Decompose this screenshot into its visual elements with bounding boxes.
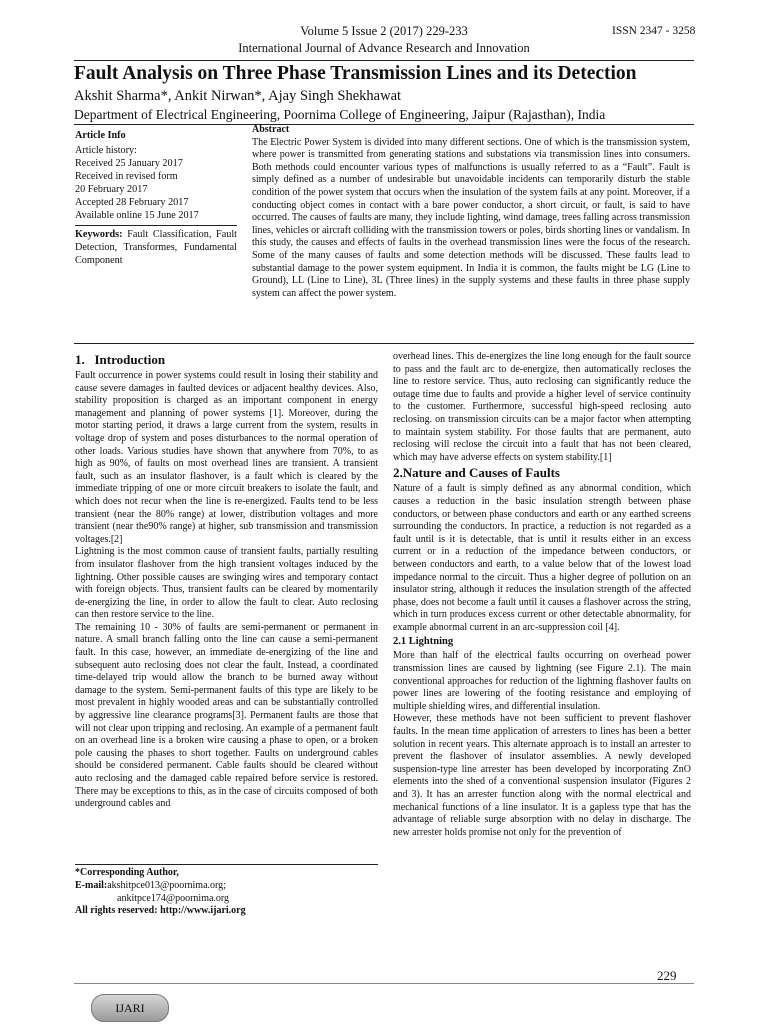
email-line	[75, 880, 378, 893]
right-column	[393, 351, 691, 839]
intro-paragraph: Fault occurrence in power systems could result in losing their stability and cause severe damages in faulted devices or adjacent healthy devices. Also, stability proposition is charged as an important component in energy management and planning of power systems [1]. Moreover, during the motor starting period, it draws a large current from the system, results in voltage drop of system and poses disturbances to the normal operation of other loads. Various studies have shown that anywhere from 70%, to as high as 90%, of faults on most overhead lines are transient. A transient fault, such as an insulator flashover, is a fault which is cleared by the immediate tripping of one or more circuit breakers to isolate the fault, and which does not recur when the line is re-energized. Faults tend to be less transient (near the 80% range) at lower, distribution voltages and more transient (near the90% range) at higher, sub transmission and transmission voltages.[2]	[75, 370, 378, 545]
header-issn: ISSN 2347 - 3258	[612, 25, 696, 37]
email-label: E-mail:	[75, 879, 108, 891]
paper-title: Fault Analysis on Three Phase Transmission Lines and its Detection	[74, 63, 637, 84]
page-number: 229	[657, 968, 677, 983]
abstract-rule	[74, 343, 694, 344]
rights-notice: All rights reserved: http://www.ijari.org	[75, 905, 246, 917]
section2-heading: 2.Nature and Causes of Faults	[393, 465, 560, 481]
intro-paragraph: Lightning is the most common cause of transient faults, partially resulting from insulator flashover from the high transient voltages induced by the lightning. Other possible causes are swinging wires and temporary contact with foreign objects. Thus, transient faults can be cleared by momentarily de-energizing the line, in order to allow the fault to clear. Auto reclosing can then restore service to the line.	[75, 546, 378, 621]
author-list: Akshit Sharma*, Ankit Nirwan*, Ajay Singh Shekhawat	[74, 88, 402, 104]
subsection-lightning-heading: 2.1 Lightning	[393, 636, 454, 648]
abstract	[252, 124, 690, 300]
section2-paragraph: Nature of a fault is simply defined as any abnormal condition, which causes a reduction in the basic insulation strength between phase conductors, or between phase conductors and earth or any earthed screens surrounding the conductors. In practice, a reduction is not regarded as a fault until is it is detectable, that is until it results either in an excess current or in a reduction of the impedance between conductors, or between conductors and earth, to a value below that of the lowest load impedance normal to the circuit. Thus a higher degree of pollution on an insulator string, although it reduces the insulation strength of the affected phase, does not become a fault until it causes a flashover across the string, which in turn produces excess current or other detectable abnormality, for example abnormal current in an arc-suppression coil [4].	[393, 483, 691, 633]
continued-paragraph: overhead lines. This de-energizes the line long enough for the fault source to pass and the fault arc to de-energize, then automatically recloses the line to restore service. Thus, auto reclosing can significantly reduce the outage time due to faults and provide a higher level of service continuity to the customer. Furthermore, successful high-speed reclosing auto reclosing. on transmission circuits can be a major factor when attempting to maintain system stability. For those faults that are permanent, auto reclosing will reclose the circuit into a fault that has not been cleared, which may have adverse effects on system stability.[1]	[393, 351, 691, 463]
keywords-rule	[75, 225, 237, 226]
abstract-heading: Abstract	[252, 124, 290, 135]
footnote-rule	[75, 864, 378, 865]
lightning-paragraph: More than half of the electrical faults occurring on overhead power transmission lines are caused by lightning (see Figure 2.1). The main conventional approaches for reduction of the lightning flashover faults on power lines are lowering of the footing resistance and employing of multiple shielding wires, and differential insulation.	[393, 650, 691, 712]
article-info	[75, 128, 237, 267]
journal-name: International Journal of Advance Research and Innovation	[238, 41, 530, 55]
header-rule	[74, 60, 694, 61]
abstract-text: The Electric Power System is divided into many different sections. One of which is the transmission system, where power is transmitted from generating stations and substations via transmission lines into consumers. Both methods could encounter various types of malfunctions is usually referred to as a “Fault”. Fault is simply defined as a number of undesirable but unavoidable incidents can temporarily disturb the stable condition of the power system that occurs when the insulation of the system fails at any point. Moreover, if a conducting object comes in contact with a bare power conductor, a short circuit, or fault, is said to have occurred. The causes of faults are many, they include lighting, wind damage, trees falling across transmission lines, vehicles or aircraft colliding with the transmission towers or poles, birds shorting lines or vandalism. In this study, the causes and effects of faults in the overhead transmission lines were the focus of the research. Some of the many causes of faults and some detection methods will be discussed. These faults lead to substantial damage to the power system equipment. In India it is common, the faults might be LG (Line to Ground), LL (Line to Line), 3L (Three lines) in the supply systems and these faults in three phase supply system can affect the power system.	[252, 136, 690, 299]
keywords-label: Keywords:	[75, 229, 123, 240]
left-column	[75, 351, 378, 811]
corresponding-author: *Corresponding Author,	[75, 867, 179, 878]
online-date: Available online 15 June 2017	[75, 210, 199, 221]
email-primary: akshitpce013@poornima.org;	[107, 879, 226, 891]
keywords	[75, 228, 237, 267]
revised-label: Received in revised form	[75, 171, 178, 182]
intro-paragraph: The remaining 10 - 30% of faults are semi-permanent or permanent in nature. A small branch falling onto the line can cause a semi-permanent fault. In this case, however, an immediate de-energizing of the line and subsequent auto reclosing does not clear the fault. Instead, a coordinated time-delayed trip would allow the branch to be burned away without damage to the system. Semi-permanent faults of this type are likely to be most prevalent in highly wooded areas and can be substantially controlled by aggressive line clearance programs[3]. Permanent faults are those that will not clear upon tripping and reclosing. An example of a permanent fault on an overhead line is a broken wire causing a phase to open, or a broken pole causing the phases to short together. Faults on underground cables should be considered permanent. Cable faults should be cleared without auto reclosing and the damaged cable repaired before service is restored. There may be exceptions to this, as in the case of circuits composed of both underground cables and	[75, 621, 378, 810]
header-volume: Volume 5 Issue 2 (2017) 229-233	[300, 24, 468, 38]
footer-rule	[74, 983, 694, 984]
email-secondary: ankitpce174@poornima.org	[117, 892, 230, 904]
article-history: Article history:	[75, 145, 137, 156]
affiliation: Department of Electrical Engineering, Poornima College of Engineering, Jaipur (Rajasthan), India	[74, 107, 606, 122]
revised-date: 20 February 2017	[75, 184, 148, 195]
accepted-date: Accepted 28 February 2017	[75, 197, 189, 208]
received-date: Received 25 January 2017	[75, 158, 183, 169]
ijari-badge: IJARI	[91, 994, 169, 1022]
footnote	[75, 864, 378, 918]
intro-heading: 1. Introduction	[75, 352, 166, 367]
article-info-heading: Article Info	[75, 130, 126, 141]
lightning-paragraph: However, these methods have not been sufficient to prevent flashover faults. In the mean time application of arresters to lines has been a better solution in recent years. This alternate approach is to install an arrester to prevent the flashover of insulator assemblies. A newly developed suspension-type line arrester has been developed by incorporating ZnO elements into the shed of a conventional suspension insulator (Figures 2 and 3). It has an arrester function along with the normal electrical and mechanical functions of a line insulator. It is a gapless type that has the advantage of reliable surge absorption with no delay in discharge. The new arrester holds promise not only for the prevention of	[393, 713, 691, 838]
keywords-text: Fault Classification, Fault Detection, Transformes, Fundamental Component	[75, 229, 238, 266]
